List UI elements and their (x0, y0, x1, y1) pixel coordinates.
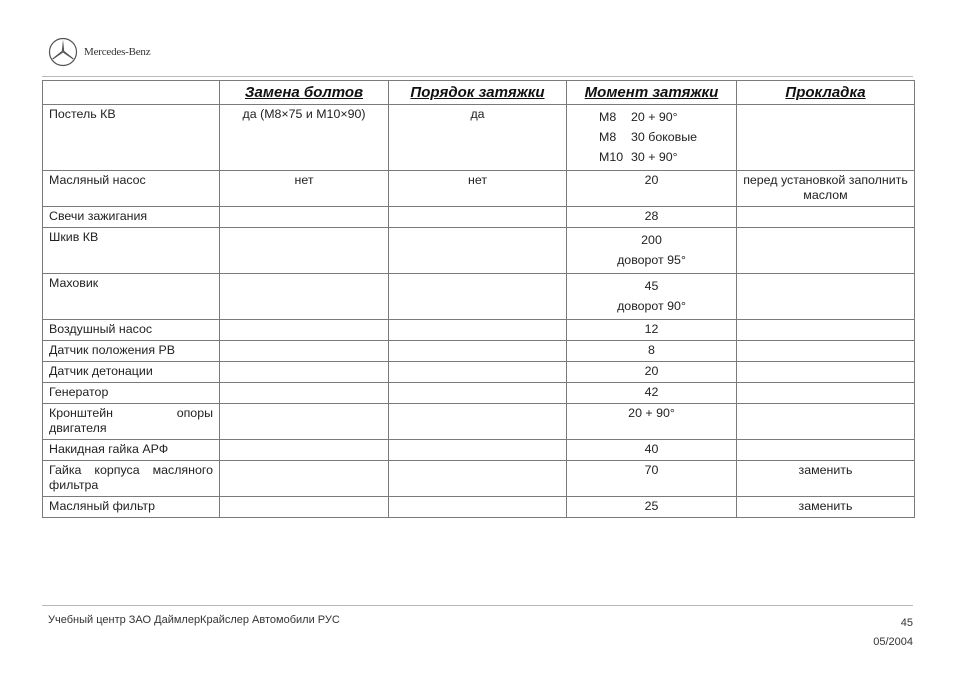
gasket-cell (737, 105, 915, 171)
component-name: Свечи зажигания (43, 207, 220, 228)
torque-cell (567, 383, 737, 404)
bolt-replacement-cell (220, 461, 389, 497)
column-header-component (43, 81, 220, 105)
torque-cell (567, 207, 737, 228)
torque-value: 70 (644, 463, 659, 477)
component-name: Гайка корпуса масляного фильтра (43, 461, 220, 497)
torque-value: 30 боковые (631, 130, 698, 144)
table-row (43, 320, 915, 341)
torque-cell (567, 362, 737, 383)
tightening-order-cell (389, 320, 567, 341)
column-header: Момент затяжки (567, 81, 737, 105)
publication-date: 05/2004 (873, 636, 913, 648)
gasket-cell: заменить (737, 497, 915, 518)
tightening-order-cell: нет (389, 171, 567, 207)
gasket-cell (737, 207, 915, 228)
table-row (43, 171, 915, 207)
bolt-size: М8 (599, 110, 617, 124)
gasket-cell: перед установкой заполнить маслом (737, 171, 915, 207)
table-row (43, 497, 915, 518)
tightening-order-cell (389, 461, 567, 497)
page-number: 45 (900, 617, 913, 629)
gasket-cell (737, 274, 915, 320)
table-row (43, 404, 915, 440)
tightening-order-cell (389, 362, 567, 383)
torque-entry (599, 107, 697, 127)
table-row (43, 383, 915, 404)
bolt-replacement-cell: да (М8×75 и М10×90) (220, 105, 389, 171)
table-row (43, 105, 915, 171)
bolt-replacement-cell (220, 320, 389, 341)
torque-cell (567, 404, 737, 440)
bolt-replacement-cell (220, 440, 389, 461)
footer-organization: Учебный центр ЗАО ДаймлерКрайслер Автомобили РУС (48, 614, 340, 626)
table-row (43, 207, 915, 228)
torque-value: 20 + 90° (628, 406, 675, 420)
bottom-divider (42, 605, 913, 606)
torque-value: 12 (644, 322, 659, 336)
torque-value: 8 (648, 343, 655, 357)
torque-list (573, 107, 697, 167)
bolt-size: М10 (599, 150, 624, 164)
torque-value: 42 (644, 385, 659, 399)
three-pointed-star-icon (48, 37, 78, 67)
tightening-order-cell (389, 440, 567, 461)
bolt-replacement-cell (220, 362, 389, 383)
bolt-replacement-cell (220, 274, 389, 320)
torque-cell (567, 105, 737, 171)
component-name: Масляный фильтр (43, 497, 220, 518)
tightening-order-cell (389, 274, 567, 320)
bolt-replacement-cell (220, 497, 389, 518)
component-name: Кронштейн опоры двигателя (43, 404, 220, 440)
component-name: Датчик положения РВ (43, 341, 220, 362)
component-name: Датчик детонации (43, 362, 220, 383)
torque-value: 20 + 90° (631, 110, 678, 124)
torque-value: 20 (644, 173, 659, 187)
torque-value: доворот 95° (617, 253, 686, 267)
torque-value: доворот 90° (617, 299, 686, 313)
bolt-replacement-cell (220, 383, 389, 404)
tightening-order-cell (389, 341, 567, 362)
table-row (43, 461, 915, 497)
top-divider (42, 76, 913, 77)
gasket-cell (737, 440, 915, 461)
gasket-cell (737, 404, 915, 440)
tightening-order-cell: да (389, 105, 567, 171)
tightening-order-cell (389, 383, 567, 404)
tightening-order-cell (389, 207, 567, 228)
torque-spec-table (42, 80, 915, 518)
tightening-order-cell (389, 497, 567, 518)
header-row (43, 81, 915, 105)
table-row (43, 341, 915, 362)
gasket-cell: заменить (737, 461, 915, 497)
torque-value: 20 (644, 364, 659, 378)
gasket-cell (737, 383, 915, 404)
bolt-replacement-cell (220, 404, 389, 440)
torque-value: 40 (644, 442, 659, 456)
torque-value: 45 (644, 279, 659, 293)
bolt-replacement-cell (220, 341, 389, 362)
gasket-cell (737, 320, 915, 341)
table-row (43, 274, 915, 320)
component-name: Маховик (43, 274, 220, 320)
tightening-order-cell (389, 404, 567, 440)
column-header: Замена болтов (220, 81, 389, 105)
bolt-size: М8 (599, 130, 617, 144)
torque-entry (599, 147, 697, 167)
footer-meta (873, 614, 913, 652)
header (48, 36, 150, 68)
torque-cell (567, 440, 737, 461)
torque-value: 200 (641, 233, 662, 247)
torque-cell (567, 497, 737, 518)
column-header: Прокладка (737, 81, 915, 105)
gasket-cell (737, 228, 915, 274)
tightening-order-cell (389, 228, 567, 274)
table-row (43, 228, 915, 274)
torque-value: 28 (644, 209, 659, 223)
torque-cell (567, 171, 737, 207)
component-name: Постель КВ (43, 105, 220, 171)
gasket-cell (737, 341, 915, 362)
torque-cell (567, 341, 737, 362)
bolt-replacement-cell (220, 207, 389, 228)
component-name: Генератор (43, 383, 220, 404)
table-row (43, 440, 915, 461)
torque-cell (567, 228, 737, 274)
torque-cell (567, 274, 737, 320)
torque-cell (567, 461, 737, 497)
bolt-replacement-cell (220, 228, 389, 274)
table-row (43, 362, 915, 383)
gasket-cell (737, 362, 915, 383)
component-name: Накидная гайка АРФ (43, 440, 220, 461)
column-header: Порядок затяжки (389, 81, 567, 105)
component-name: Воздушный насос (43, 320, 220, 341)
torque-entry (599, 127, 697, 147)
component-name: Шкив КВ (43, 228, 220, 274)
torque-value: 30 + 90° (631, 150, 678, 164)
bolt-replacement-cell: нет (220, 171, 389, 207)
component-name: Масляный насос (43, 171, 220, 207)
brand-name: Mercedes-Benz (84, 46, 151, 58)
torque-cell (567, 320, 737, 341)
torque-value: 25 (644, 499, 659, 513)
